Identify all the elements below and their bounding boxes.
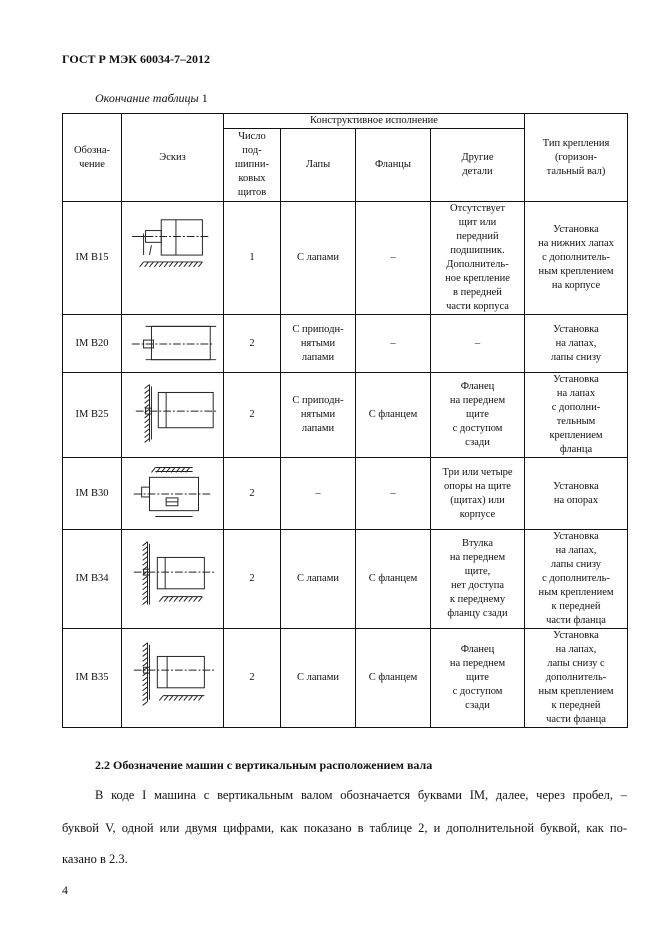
page-number: 4 (62, 883, 68, 897)
cell-other: Отсутствует щит или передний подшипник. Дополнитель- ное крепление в передней части корпуса (431, 202, 525, 315)
header-shields: Число под- шипни- ковых щитов (224, 129, 281, 202)
cell-designation: IM B15 (63, 202, 122, 315)
cell-sketch (122, 458, 224, 530)
cell-designation: IM B25 (63, 373, 122, 458)
caption-number: 1 (201, 91, 208, 105)
cell-shields: 1 (224, 202, 281, 315)
cell-other: Втулка на переднем щите, нет доступа к переднему фланцу сзади (431, 530, 525, 629)
header-flanges: Фланцы (356, 129, 431, 202)
cell-designation: IM B30 (63, 458, 122, 530)
header-design-group: Конструктивное исполнение (224, 114, 525, 129)
cell-feet: С лапами (281, 202, 356, 315)
table-row (63, 315, 628, 373)
cell-sketch (122, 202, 224, 315)
header-sketch: Эскиз (122, 114, 224, 202)
cell-feet: С приподн- нятыми лапами (281, 315, 356, 373)
cell-shields: 2 (224, 315, 281, 373)
header-designation: Обозна- чение (63, 114, 122, 202)
caption-text: Окончание таблицы (95, 91, 199, 105)
motor-sketch-icon (124, 634, 222, 722)
cell-designation: IM B20 (63, 315, 122, 373)
header-other: Другие детали (431, 129, 525, 202)
header-mounting: Тип крепления (горизон- тальный вал) (525, 114, 628, 202)
cell-mounting: Установка на опорах (525, 458, 628, 530)
table-row (63, 202, 628, 315)
cell-other: Фланец на переднем щите с доступом сзади (431, 373, 525, 458)
cell-other: Фланец на переднем щите с доступом сзади (431, 629, 525, 728)
cell-feet: – (281, 458, 356, 530)
motor-sketch-icon (124, 463, 222, 525)
cell-feet: С лапами (281, 629, 356, 728)
cell-mounting: Установка на лапах, лапы снизу (525, 315, 628, 373)
cell-flanges: С фланцем (356, 373, 431, 458)
section-title: 2.2 Обозначение машин с вертикальным расположением вала (95, 758, 433, 772)
mounting-table (62, 113, 628, 728)
cell-shields: 2 (224, 530, 281, 629)
table-row (63, 458, 628, 530)
cell-mounting: Установка на нижних лапах с дополнитель- ным креплением на корпусе (525, 202, 628, 315)
motor-sketch-icon (124, 320, 222, 368)
table-caption (95, 91, 208, 106)
document-header: ГОСТ Р МЭК 60034-7–2012 (62, 52, 210, 66)
motor-sketch-icon (124, 378, 222, 452)
cell-flanges: С фланцем (356, 530, 431, 629)
table-row (63, 629, 628, 728)
table-row (63, 530, 628, 629)
paragraph-line: В коде I машина с вертикальным валом обозначается буквами IM, далее, через пробел, – (95, 788, 627, 802)
motor-sketch-icon (124, 535, 222, 623)
cell-flanges: – (356, 202, 431, 315)
cell-flanges: – (356, 315, 431, 373)
cell-shields: 2 (224, 458, 281, 530)
cell-shields: 2 (224, 373, 281, 458)
cell-shields: 2 (224, 629, 281, 728)
cell-sketch (122, 373, 224, 458)
cell-other: Три или четыре опоры на щите (щитах) или корпусе (431, 458, 525, 530)
cell-other: – (431, 315, 525, 373)
cell-designation: IM B34 (63, 530, 122, 629)
table-row (63, 373, 628, 458)
cell-sketch (122, 315, 224, 373)
cell-mounting: Установка на лапах, лапы снизу с дополнитель- ным креплением к передней части фланца (525, 629, 628, 728)
paragraph-line: буквой V, одной или двумя цифрами, как показано в таблице 2, и дополнительной буквой, как по- (62, 821, 627, 835)
paragraph-line: казано в 2.3. (62, 852, 128, 866)
header-feet: Лапы (281, 129, 356, 202)
cell-sketch (122, 629, 224, 728)
cell-feet: С лапами (281, 530, 356, 629)
cell-sketch (122, 530, 224, 629)
motor-sketch-icon (124, 207, 222, 310)
cell-mounting: Установка на лапах, лапы снизу с дополнитель- ным креплением к передней части фланца (525, 530, 628, 629)
cell-designation: IM B35 (63, 629, 122, 728)
cell-flanges: С фланцем (356, 629, 431, 728)
cell-mounting: Установка на лапах с дополни- тельным креплением фланца (525, 373, 628, 458)
cell-flanges: – (356, 458, 431, 530)
cell-feet: С приподн- нятыми лапами (281, 373, 356, 458)
